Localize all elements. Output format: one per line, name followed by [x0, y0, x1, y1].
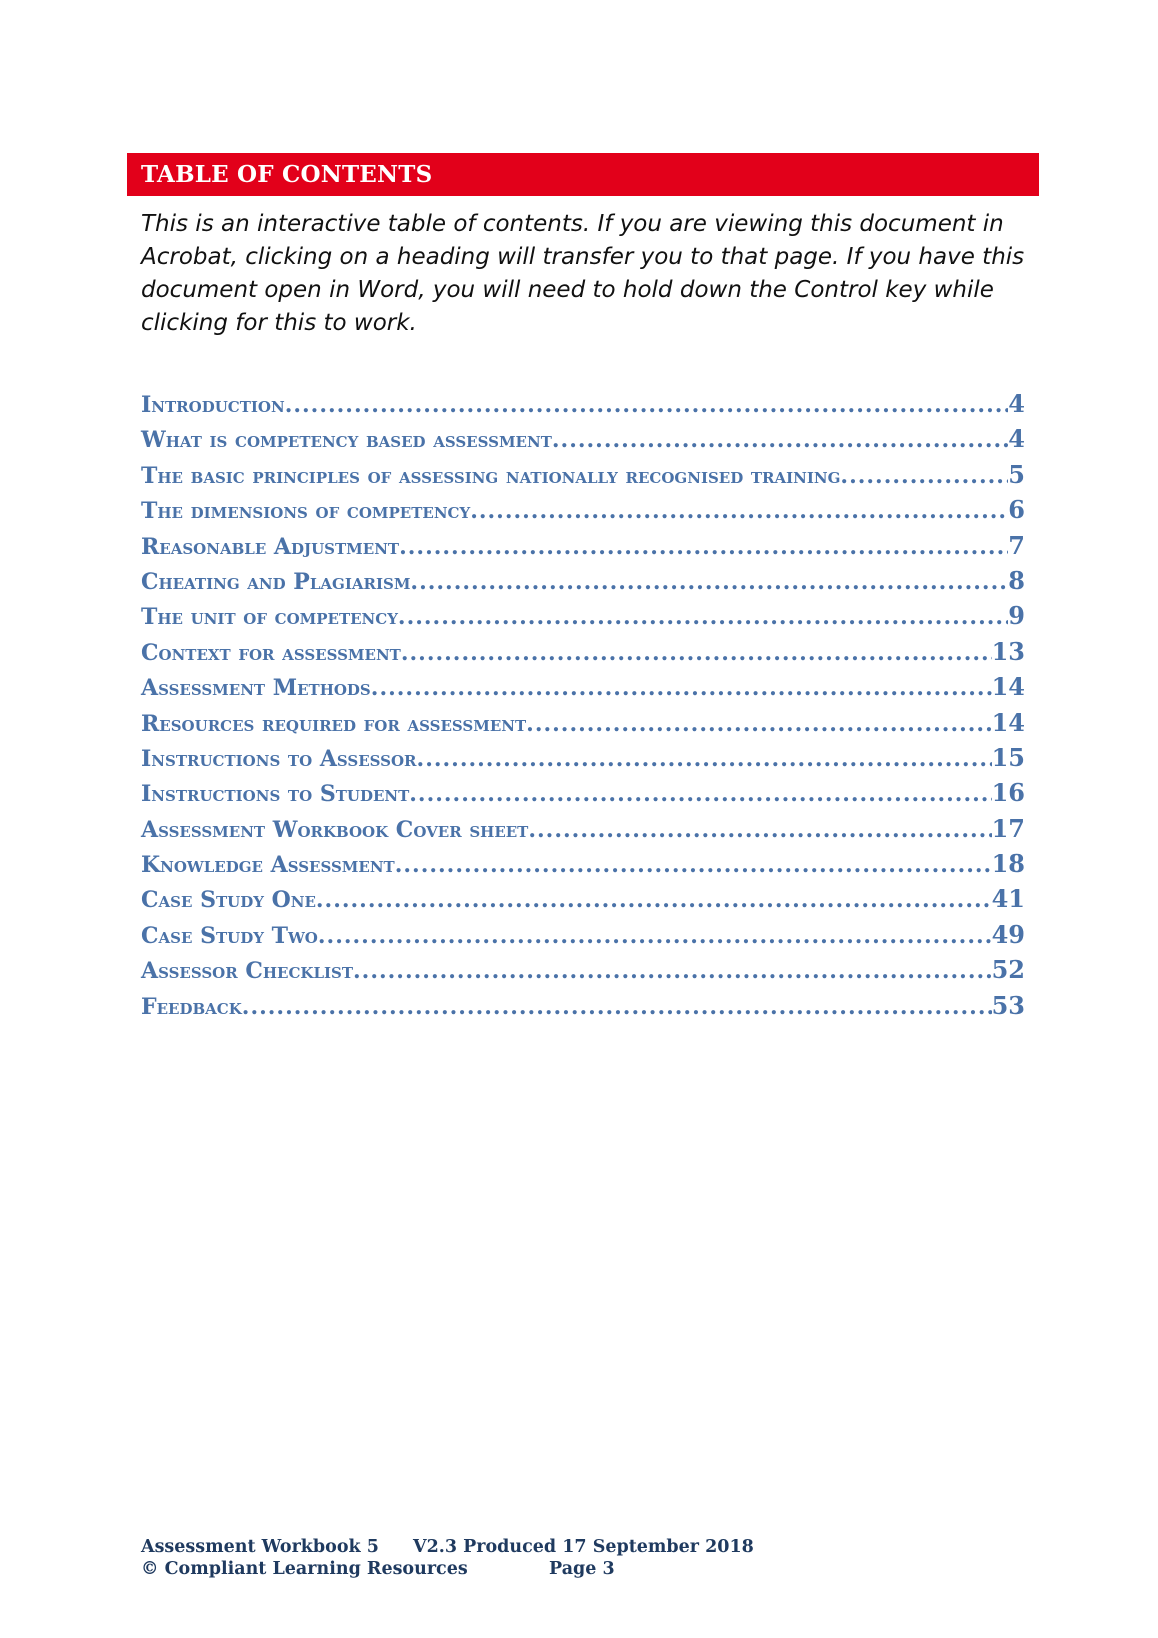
toc-leader-dots — [318, 923, 992, 949]
toc-item-page: 4 — [1008, 389, 1025, 418]
toc-item-dimensions-of-competency[interactable] — [141, 495, 1025, 530]
toc-leader-dots — [526, 711, 991, 737]
toc-item-label: Assessment Workbook Cover sheet — [141, 816, 529, 843]
toc-item-case-study-one[interactable] — [141, 884, 1025, 919]
toc-leader-dots — [285, 392, 1009, 418]
toc-leader-dots — [528, 817, 991, 843]
toc-item-page: 17 — [991, 813, 1025, 843]
toc-item-label: The dimensions of competency — [141, 498, 471, 525]
toc-item-page: 5 — [1008, 459, 1025, 489]
toc-item-label: Context for assessment — [141, 639, 401, 666]
toc-item-page: 14 — [991, 707, 1025, 737]
toc-item-basic-principles[interactable] — [141, 460, 1025, 495]
toc-leader-dots — [399, 534, 1008, 560]
toc-item-page: 9 — [1008, 601, 1025, 631]
toc-leader-dots — [409, 781, 991, 807]
toc-item-label: Feedback — [141, 993, 242, 1020]
toc-item-introduction[interactable] — [141, 389, 1025, 424]
toc-title: TABLE OF CONTENTS — [141, 161, 433, 188]
toc-leader-dots — [371, 675, 992, 701]
toc-item-label: Assessment Methods — [141, 675, 371, 702]
toc-item-assessment-methods[interactable] — [141, 672, 1025, 707]
toc-item-label: What is competency based assessment — [141, 427, 552, 454]
toc-item-page: 14 — [991, 672, 1025, 702]
toc-item-assessor-checklist[interactable] — [141, 955, 1025, 990]
toc-item-cheating-plagiarism[interactable] — [141, 566, 1025, 601]
toc-item-page: 7 — [1008, 530, 1025, 560]
toc-item-page: 6 — [1008, 495, 1025, 525]
toc-item-unit-of-competency[interactable] — [141, 601, 1025, 636]
footer-page-number: Page 3 — [549, 1559, 615, 1579]
toc-item-label: Introduction — [141, 392, 285, 418]
toc-item-page: 4 — [1008, 424, 1025, 454]
toc-leader-dots — [395, 852, 992, 878]
toc-item-label: Case Study Two — [141, 922, 318, 949]
toc-leader-dots — [552, 427, 1008, 453]
footer-version: V2.3 Produced 17 September 2018 — [413, 1537, 754, 1557]
toc-item-label: Assessor Checklist — [141, 958, 354, 985]
toc-item-page: 15 — [991, 742, 1025, 772]
toc-item-instructions-to-student[interactable] — [141, 778, 1025, 813]
toc-item-instructions-to-assessor[interactable] — [141, 743, 1025, 778]
toc-item-resources-required[interactable] — [141, 708, 1025, 743]
toc-leader-dots — [398, 604, 1008, 630]
intro-paragraph: This is an interactive table of contents. If you are viewing this document in Acrobat, clicking on a heading will transfer you to that page. If you have this document open in Word, you will need to hold down the Control key while clicking for this to work. — [141, 211, 1025, 336]
toc-leader-dots — [316, 887, 992, 913]
footer-row-2 — [141, 1558, 754, 1580]
toc-item-label: The unit of competency — [141, 604, 398, 631]
toc-item-label: Instructions to Assessor — [141, 745, 417, 772]
toc-item-page: 8 — [1008, 565, 1025, 595]
toc-item-label: Knowledge Assessment — [141, 852, 395, 879]
toc-list — [141, 389, 1025, 1026]
page-footer — [141, 1536, 754, 1580]
toc-header-bar — [127, 153, 1039, 196]
toc-item-label: Resources required for assessment — [141, 710, 527, 737]
toc-item-label: Instructions to Student — [141, 781, 410, 808]
toc-item-page: 16 — [991, 778, 1025, 808]
footer-row-1 — [141, 1536, 754, 1558]
toc-item-workbook-cover-sheet[interactable] — [141, 814, 1025, 849]
footer-workbook: Assessment Workbook 5 — [141, 1537, 379, 1557]
toc-item-page: 41 — [991, 884, 1025, 914]
toc-item-competency-based-assessment[interactable] — [141, 424, 1025, 459]
toc-leader-dots — [353, 958, 992, 984]
toc-leader-dots — [470, 498, 1008, 524]
toc-item-page: 52 — [991, 955, 1025, 985]
toc-item-page: 18 — [991, 849, 1025, 879]
toc-item-label: The basic principles of assessing nationally recognised training — [141, 462, 841, 489]
toc-item-reasonable-adjustment[interactable] — [141, 531, 1025, 566]
toc-item-page: 13 — [991, 636, 1025, 666]
toc-item-feedback[interactable] — [141, 991, 1025, 1026]
toc-item-knowledge-assessment[interactable] — [141, 849, 1025, 884]
toc-leader-dots — [242, 994, 992, 1020]
toc-item-label: Case Study One — [141, 887, 316, 914]
toc-item-label: Reasonable Adjustment — [141, 533, 400, 560]
toc-leader-dots — [840, 463, 1008, 489]
toc-item-page: 49 — [991, 919, 1025, 949]
toc-item-page: 53 — [991, 990, 1025, 1020]
footer-copyright: © Compliant Learning Resources — [141, 1559, 468, 1579]
toc-leader-dots — [417, 746, 992, 772]
toc-item-case-study-two[interactable] — [141, 920, 1025, 955]
toc-item-label: Cheating and Plagiarism — [141, 568, 411, 595]
toc-item-context-for-assessment[interactable] — [141, 637, 1025, 672]
toc-leader-dots — [401, 640, 992, 666]
toc-leader-dots — [410, 569, 1008, 595]
